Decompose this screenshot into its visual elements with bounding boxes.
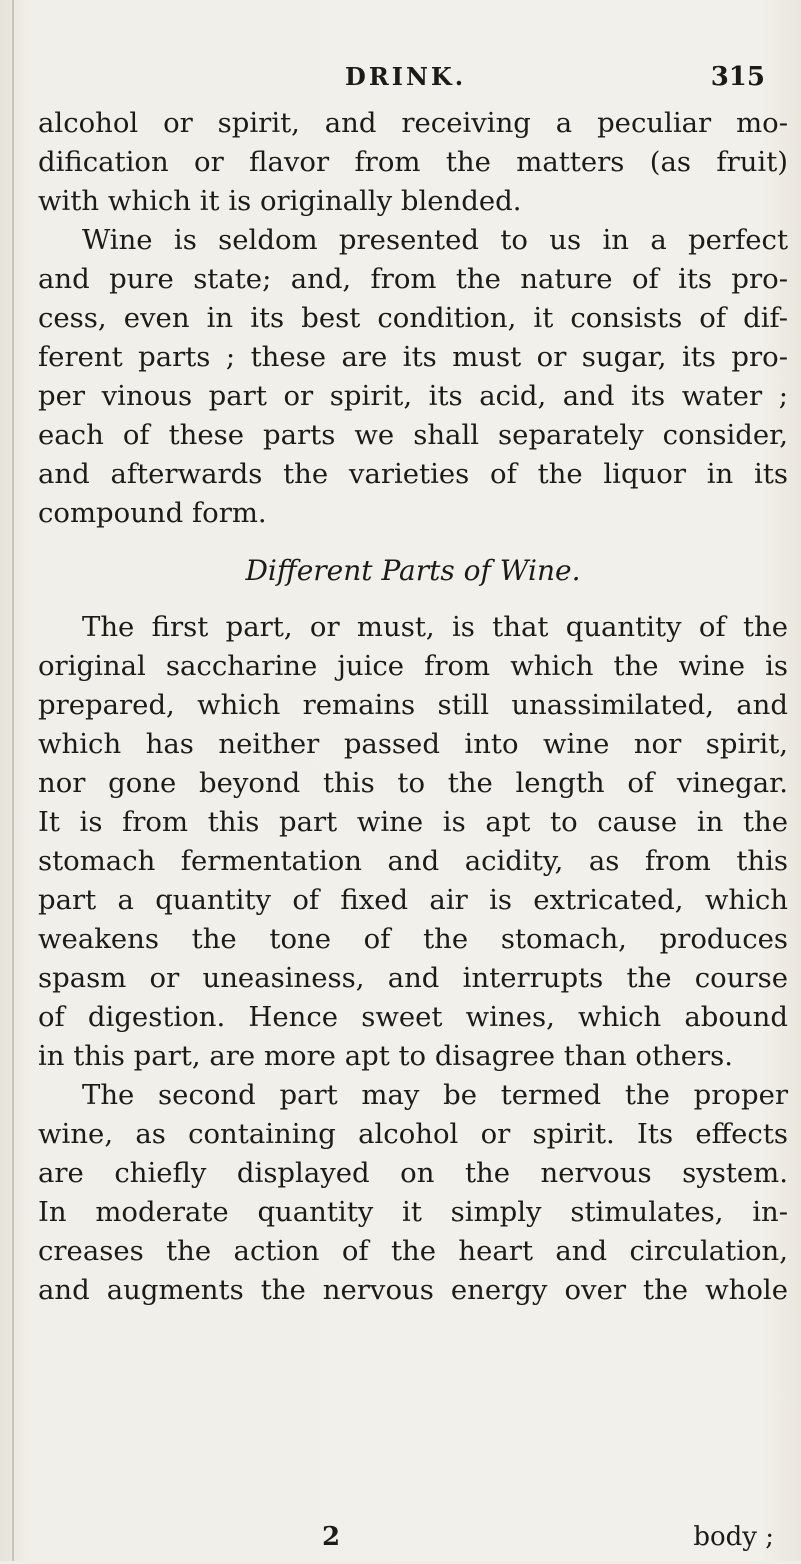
body-text (38, 104, 788, 1310)
signature-mark: 2 (322, 1522, 341, 1552)
running-head: DRINK. (345, 62, 467, 91)
text-line: of digestion. Hence sweet wines, which abound (38, 1001, 788, 1033)
text-line: The first part, or must, is that quantity of the (82, 611, 788, 643)
text-line: It is from this part wine is apt to cause in the (38, 806, 788, 838)
text-line: cess, even in its best condition, it consists of dif- (38, 302, 788, 334)
page-footer (38, 1522, 788, 1564)
page-header (0, 62, 801, 102)
text-line: wine, as containing alcohol or spirit. Its effects (38, 1118, 788, 1150)
text-line: dification or flavor from the matters (as fruit) (38, 146, 788, 178)
text-line: spasm or uneasiness, and interrupts the course (38, 962, 788, 994)
text-line: In moderate quantity it simply stimulates, in- (38, 1196, 788, 1228)
section-heading: Different Parts of Wine. (245, 554, 581, 587)
text-line: original saccharine juice from which the wine is (38, 650, 788, 682)
text-line: weakens the tone of the stomach, produces (38, 923, 788, 955)
text-line: nor gone beyond this to the length of vinegar. (38, 767, 788, 799)
text-line: in this part, are more apt to disagree than others. (38, 1040, 733, 1072)
text-line: The second part may be termed the proper (82, 1079, 788, 1111)
text-line: alcohol or spirit, and receiving a peculiar mo- (38, 107, 788, 139)
text-line: are chiefly displayed on the nervous system. (38, 1157, 788, 1189)
text-line: stomach fermentation and acidity, as from this (38, 845, 788, 877)
text-line: creases the action of the heart and circulation, (38, 1235, 788, 1267)
text-line: per vinous part or spirit, its acid, and its water ; (38, 380, 788, 412)
text-line: which has neither passed into wine nor spirit, (38, 728, 788, 760)
text-line: compound form. (38, 497, 267, 529)
text-line: each of these parts we shall separately consider, (38, 419, 788, 451)
text-line: Wine is seldom presented to us in a perfect (82, 224, 788, 256)
text-line: prepared, which remains still unassimilated, and (38, 689, 788, 721)
text-line: with which it is originally blended. (38, 185, 522, 217)
text-line: and pure state; and, from the nature of its pro- (38, 263, 788, 295)
page-number: 315 (710, 62, 765, 92)
text-line: and afterwards the varieties of the liquor in its (38, 458, 788, 490)
text-line: and augments the nervous energy over the whole (38, 1274, 788, 1306)
text-line: ferent parts ; these are its must or sugar, its pro- (38, 341, 788, 373)
page-gutter (12, 0, 14, 1561)
catchword: body ; (693, 1522, 774, 1552)
text-line: part a quantity of fixed air is extricated, which (38, 884, 788, 916)
